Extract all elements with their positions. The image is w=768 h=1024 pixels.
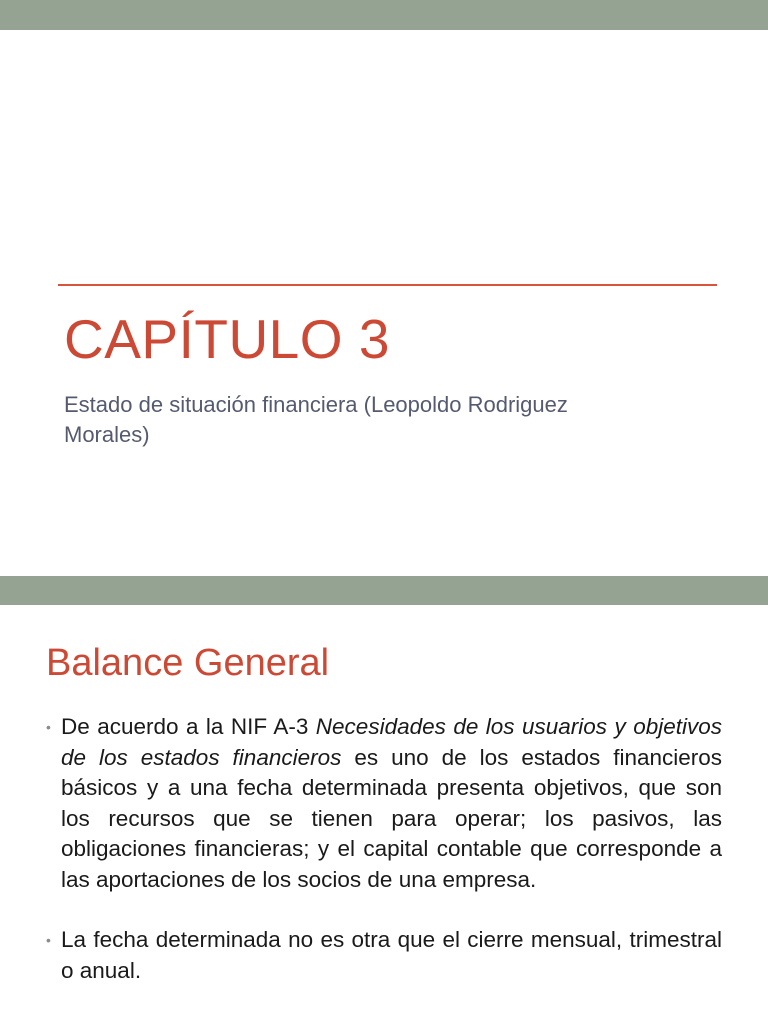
chapter-subtitle: Estado de situación financiera (Leopoldo Rodriguez Morales): [64, 392, 568, 447]
bullet-text-end: es uno de los estados financieros básicos y a una fecha determinada presenta objetivos, que son los recursos que se tienen para operar; los pasivos, las obligaciones financieras; y el capital contable que corresponde a las aportaciones de los socios de una empresa.: [61, 744, 723, 892]
section-title: Balance General: [46, 642, 330, 684]
bullet-item: [46, 712, 722, 895]
chapter-title: CAPÍTULO 3: [64, 308, 390, 370]
bullet-icon: •: [46, 719, 51, 735]
bullet-text-italic: Necesidades de los usuarios y objetivos de los estados financieros: [61, 714, 722, 770]
bullet-text: La fecha determinada no es otra que el cierre mensual, trimestral o anual.: [61, 927, 722, 983]
title-divider: [58, 284, 717, 286]
bullet-list: [46, 712, 722, 986]
bullet-item: [46, 925, 722, 986]
slide-separator-band: [0, 576, 768, 605]
bullet-text-start: De acuerdo a la NIF A-3: [61, 714, 316, 739]
bullet-icon: •: [46, 932, 51, 948]
top-band: [0, 0, 768, 30]
